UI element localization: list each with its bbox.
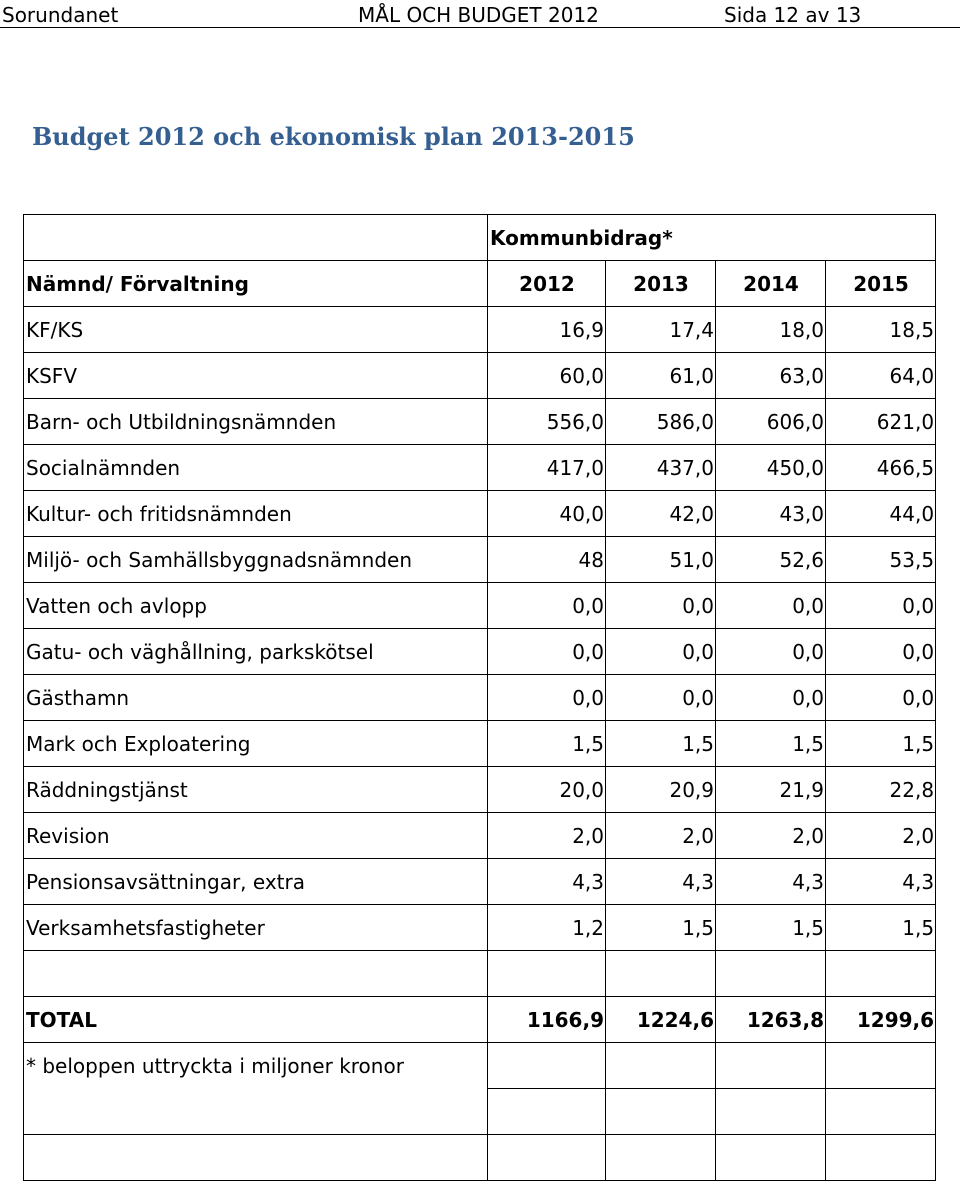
value-cell: 16,9 <box>488 307 606 353</box>
empty-cell <box>826 1135 936 1181</box>
value-cell: 51,0 <box>606 537 716 583</box>
value-cell: 1,5 <box>606 905 716 951</box>
column-header-year: 2013 <box>606 261 716 307</box>
empty-cell <box>826 1043 936 1089</box>
value-cell: 4,3 <box>826 859 936 905</box>
table-row <box>24 353 936 399</box>
value-cell: 556,0 <box>488 399 606 445</box>
table-group-header-row <box>24 215 936 261</box>
value-cell: 417,0 <box>488 445 606 491</box>
header-document-title: MÅL OCH BUDGET 2012 <box>358 3 599 27</box>
header-site-name: Sorundanet <box>2 3 119 27</box>
empty-cell <box>488 1135 606 1181</box>
value-cell: 0,0 <box>606 629 716 675</box>
value-cell: 0,0 <box>716 675 826 721</box>
empty-cell <box>24 1135 488 1181</box>
total-value-cell: 1224,6 <box>606 997 716 1043</box>
table-row <box>24 445 936 491</box>
value-cell: 466,5 <box>826 445 936 491</box>
row-label: Miljö- och Samhällsbyggnadsnämnden <box>24 537 488 583</box>
empty-cell <box>488 1089 606 1135</box>
value-cell: 63,0 <box>716 353 826 399</box>
empty-cell <box>826 1089 936 1135</box>
value-cell: 586,0 <box>606 399 716 445</box>
total-row <box>24 997 936 1043</box>
empty-cell <box>24 215 488 261</box>
value-cell: 20,0 <box>488 767 606 813</box>
row-label: Barn- och Utbildningsnämnden <box>24 399 488 445</box>
table-row-empty <box>24 1089 936 1135</box>
table-row <box>24 721 936 767</box>
row-label: KSFV <box>24 353 488 399</box>
value-cell: 0,0 <box>606 675 716 721</box>
value-cell: 4,3 <box>606 859 716 905</box>
value-cell: 48 <box>488 537 606 583</box>
row-label: Räddningstjänst <box>24 767 488 813</box>
column-header-year: 2014 <box>716 261 826 307</box>
empty-cell <box>716 1043 826 1089</box>
value-cell: 20,9 <box>606 767 716 813</box>
value-cell: 1,5 <box>606 721 716 767</box>
value-cell: 450,0 <box>716 445 826 491</box>
table-row <box>24 491 936 537</box>
value-cell: 1,5 <box>716 905 826 951</box>
row-label: KF/KS <box>24 307 488 353</box>
value-cell: 0,0 <box>826 583 936 629</box>
row-label: Mark och Exploatering <box>24 721 488 767</box>
value-cell: 60,0 <box>488 353 606 399</box>
value-cell: 1,2 <box>488 905 606 951</box>
value-cell: 43,0 <box>716 491 826 537</box>
table-row-empty <box>24 1135 936 1181</box>
value-cell: 61,0 <box>606 353 716 399</box>
empty-cell <box>606 1043 716 1089</box>
value-cell: 621,0 <box>826 399 936 445</box>
column-header-year: 2015 <box>826 261 936 307</box>
row-label: Gatu- och väghållning, parkskötsel <box>24 629 488 675</box>
column-header-namnd: Nämnd/ Förvaltning <box>24 261 488 307</box>
value-cell: 606,0 <box>716 399 826 445</box>
table-row <box>24 813 936 859</box>
table-row <box>24 767 936 813</box>
empty-cell <box>716 1089 826 1135</box>
value-cell: 17,4 <box>606 307 716 353</box>
value-cell: 0,0 <box>826 629 936 675</box>
row-label: Revision <box>24 813 488 859</box>
value-cell: 0,0 <box>606 583 716 629</box>
value-cell: 0,0 <box>488 583 606 629</box>
empty-cell <box>716 1135 826 1181</box>
value-cell: 1,5 <box>716 721 826 767</box>
value-cell: 1,5 <box>488 721 606 767</box>
empty-cell <box>24 1089 488 1135</box>
value-cell: 2,0 <box>488 813 606 859</box>
value-cell: 0,0 <box>716 629 826 675</box>
value-cell: 0,0 <box>826 675 936 721</box>
table-row <box>24 629 936 675</box>
column-header-year: 2012 <box>488 261 606 307</box>
value-cell: 40,0 <box>488 491 606 537</box>
table-header-row <box>24 261 936 307</box>
empty-cell <box>24 951 488 997</box>
empty-cell <box>606 951 716 997</box>
row-label: Socialnämnden <box>24 445 488 491</box>
row-label: Pensionsavsättningar, extra <box>24 859 488 905</box>
footnote-row <box>24 1043 936 1089</box>
table-row <box>24 307 936 353</box>
empty-cell <box>606 1089 716 1135</box>
table-row-empty <box>24 951 936 997</box>
value-cell: 437,0 <box>606 445 716 491</box>
value-cell: 44,0 <box>826 491 936 537</box>
footnote: * beloppen uttryckta i miljoner kronor <box>24 1043 488 1089</box>
row-label: Vatten och avlopp <box>24 583 488 629</box>
empty-cell <box>488 951 606 997</box>
page-title: Budget 2012 och ekonomisk plan 2013-2015 <box>32 122 635 151</box>
total-value-cell: 1263,8 <box>716 997 826 1043</box>
kommunbidrag-header: Kommunbidrag* <box>488 215 936 261</box>
page-header <box>0 0 960 28</box>
table-row <box>24 859 936 905</box>
value-cell: 1,5 <box>826 721 936 767</box>
row-label: Gästhamn <box>24 675 488 721</box>
value-cell: 42,0 <box>606 491 716 537</box>
table-row <box>24 905 936 951</box>
total-label: TOTAL <box>24 997 488 1043</box>
value-cell: 0,0 <box>716 583 826 629</box>
table-row <box>24 675 936 721</box>
empty-cell <box>716 951 826 997</box>
value-cell: 4,3 <box>488 859 606 905</box>
value-cell: 52,6 <box>716 537 826 583</box>
row-label: Verksamhetsfastigheter <box>24 905 488 951</box>
value-cell: 22,8 <box>826 767 936 813</box>
total-value-cell: 1166,9 <box>488 997 606 1043</box>
value-cell: 18,5 <box>826 307 936 353</box>
value-cell: 0,0 <box>488 675 606 721</box>
value-cell: 2,0 <box>606 813 716 859</box>
value-cell: 2,0 <box>826 813 936 859</box>
value-cell: 53,5 <box>826 537 936 583</box>
row-label: Kultur- och fritidsnämnden <box>24 491 488 537</box>
budget-table <box>23 214 936 1181</box>
value-cell: 0,0 <box>488 629 606 675</box>
value-cell: 21,9 <box>716 767 826 813</box>
empty-cell <box>826 951 936 997</box>
table-row <box>24 537 936 583</box>
value-cell: 1,5 <box>826 905 936 951</box>
value-cell: 4,3 <box>716 859 826 905</box>
value-cell: 18,0 <box>716 307 826 353</box>
header-page-number: Sida 12 av 13 <box>724 3 862 27</box>
empty-cell <box>606 1135 716 1181</box>
empty-cell <box>488 1043 606 1089</box>
value-cell: 2,0 <box>716 813 826 859</box>
table-row <box>24 583 936 629</box>
total-value-cell: 1299,6 <box>826 997 936 1043</box>
value-cell: 64,0 <box>826 353 936 399</box>
table-row <box>24 399 936 445</box>
